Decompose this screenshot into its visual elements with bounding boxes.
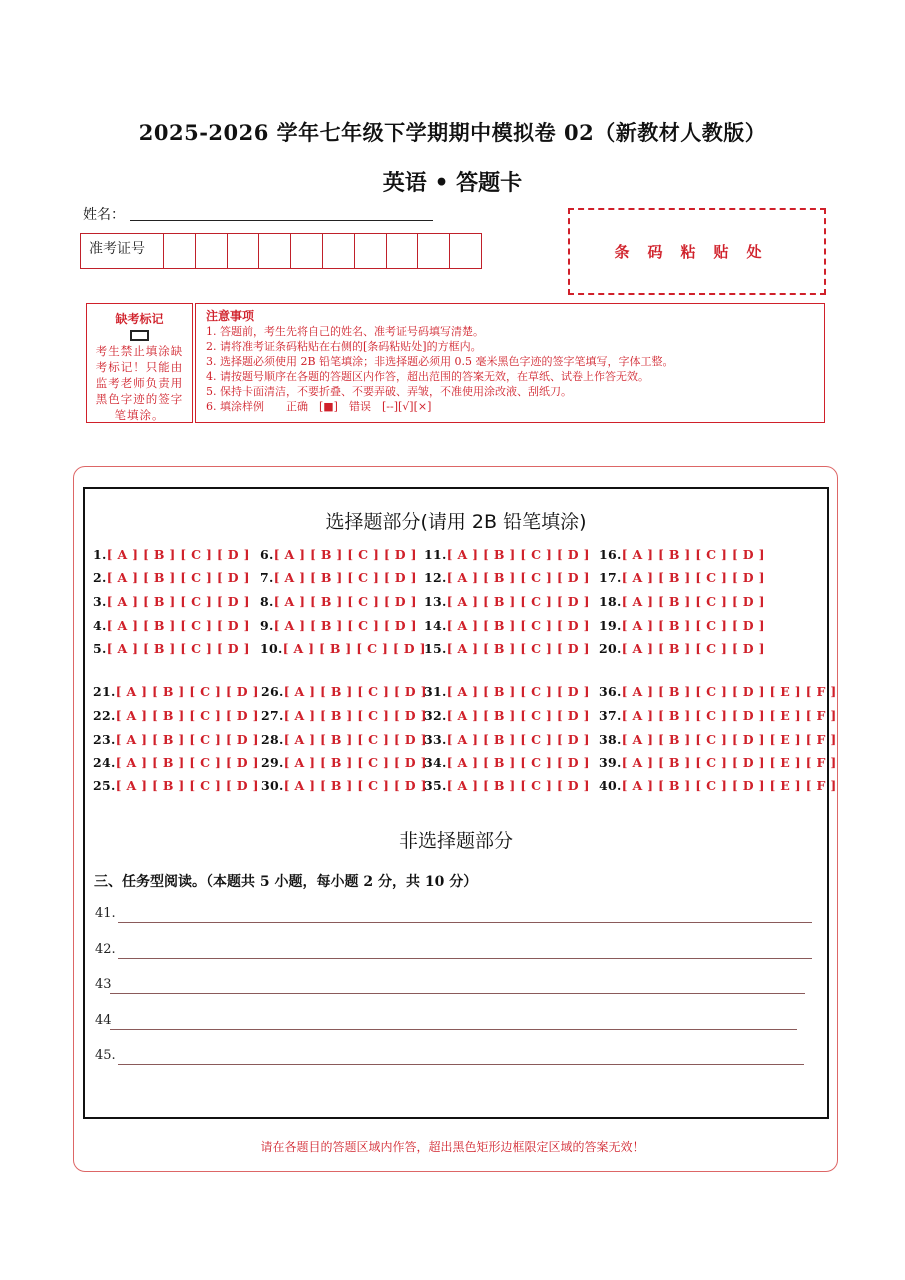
- answer-number: 43: [95, 977, 112, 992]
- choice-question: [599, 684, 837, 699]
- question-number: 32.: [424, 708, 447, 723]
- ticket-digit-cell[interactable]: [323, 234, 355, 268]
- answer-line[interactable]: [110, 1029, 797, 1030]
- notice-line: 1. 答题前，考生先将自己的姓名、准考证号码填写清楚。: [206, 325, 484, 338]
- name-label: 姓名：: [83, 207, 125, 223]
- answer-options[interactable]: [ A ] [ B ] [ C ] [ D ]: [283, 755, 427, 770]
- choice-question: [261, 708, 427, 723]
- question-number: 36.: [599, 684, 622, 699]
- choice-question: [424, 547, 590, 562]
- answer-options[interactable]: [ A ] [ B ] [ C ] [ D ]: [106, 618, 250, 633]
- absent-mark-box: [86, 303, 193, 423]
- notice-line: 2. 请将准考证条码粘贴在右侧的[条码粘贴处]的方框内。: [206, 340, 482, 353]
- answer-options[interactable]: [ A ] [ B ] [ C ] [ D ]: [446, 547, 590, 562]
- answer-number: 45.: [95, 1048, 116, 1063]
- answer-number: 41.: [95, 906, 116, 921]
- choice-question: [261, 778, 427, 793]
- choice-question: [93, 570, 250, 585]
- question-number: 19.: [599, 618, 622, 633]
- question-number: 7.: [260, 570, 274, 585]
- choice-question: [424, 778, 590, 793]
- choice-question: [599, 708, 837, 723]
- question-number: 10.: [260, 641, 283, 656]
- question-number: 14.: [424, 618, 447, 633]
- choice-question: [93, 778, 259, 793]
- choice-question: [93, 755, 259, 770]
- answer-options[interactable]: [ A ] [ B ] [ C ] [ D ] [ E ] [ F ]: [621, 708, 837, 723]
- ticket-number-grid: [80, 233, 482, 269]
- answer-options[interactable]: [ A ] [ B ] [ C ] [ D ]: [106, 594, 250, 609]
- barcode-area: 条码粘贴处: [568, 208, 826, 295]
- answer-options[interactable]: [ A ] [ B ] [ C ] [ D ]: [446, 570, 590, 585]
- question-number: 6.: [260, 547, 274, 562]
- choice-question: [599, 641, 765, 656]
- answer-options[interactable]: [ A ] [ B ] [ C ] [ D ]: [283, 778, 427, 793]
- question-number: 38.: [599, 732, 622, 747]
- choice-question: [599, 618, 765, 633]
- answer-options[interactable]: [ A ] [ B ] [ C ] [ D ]: [446, 594, 590, 609]
- nonchoice-section-title: 非选择题部分: [398, 830, 513, 852]
- answer-number: 44: [95, 1013, 112, 1028]
- question-number: 35.: [424, 778, 447, 793]
- choice-question: [424, 732, 590, 747]
- answer-options[interactable]: [ A ] [ B ] [ C ] [ D ]: [273, 547, 417, 562]
- question-number: 30.: [261, 778, 284, 793]
- notice-line: 6. 填涂样例 正确 [■] 错误 [--][√][×]: [206, 400, 432, 413]
- choice-question: [424, 641, 590, 656]
- ticket-digit-cell[interactable]: [259, 234, 291, 268]
- answer-options[interactable]: [ A ] [ B ] [ C ] [ D ] [ E ] [ F ]: [621, 755, 837, 770]
- choice-question: [599, 778, 837, 793]
- absent-text: 考生禁止填涂缺考标记！只能由监考老师负责用黑色字迹的签字笔填涂。: [95, 344, 184, 422]
- question-number: 37.: [599, 708, 622, 723]
- page-title: 2025-2026 学年七年级下学期期中模拟卷 02（新教材人教版）: [138, 120, 767, 145]
- answer-line[interactable]: [110, 993, 805, 994]
- answer-options[interactable]: [ A ] [ B ] [ C ] [ D ]: [106, 641, 250, 656]
- answer-options[interactable]: [ A ] [ B ] [ C ] [ D ] [ E ] [ F ]: [621, 778, 837, 793]
- question-number: 27.: [261, 708, 284, 723]
- question-number: 11.: [424, 547, 447, 562]
- answer-options[interactable]: [ A ] [ B ] [ C ] [ D ]: [115, 708, 259, 723]
- choice-question: [93, 708, 259, 723]
- choice-question: [424, 755, 590, 770]
- ticket-digit-cell[interactable]: [418, 234, 450, 268]
- question-number: 4.: [93, 618, 107, 633]
- choice-question: [93, 732, 259, 747]
- answer-options[interactable]: [ A ] [ B ] [ C ] [ D ]: [621, 570, 765, 585]
- notice-line: 5. 保持卡面清洁，不要折叠、不要弄破、弄皱，不准使用涂改液、刮纸刀。: [206, 385, 572, 398]
- answer-options[interactable]: [ A ] [ B ] [ C ] [ D ]: [115, 684, 259, 699]
- question-number: 8.: [260, 594, 274, 609]
- choice-question: [93, 547, 250, 562]
- choice-question: [599, 755, 837, 770]
- choice-question: [424, 684, 590, 699]
- question-number: 25.: [93, 778, 116, 793]
- choice-question: [424, 570, 590, 585]
- question-number: 12.: [424, 570, 447, 585]
- choice-section-title: 选择题部分(请用 2B 铅笔填涂): [325, 511, 587, 533]
- notice-line: 3. 选择题必须使用 2B 铅笔填涂；非选择题必须用 0.5 毫米黑色字迹的签字笔填写，字体工整。: [206, 355, 674, 368]
- choice-question: [260, 641, 426, 656]
- notice-heading: 注意事项: [206, 309, 255, 323]
- answer-options[interactable]: [ A ] [ B ] [ C ] [ D ]: [115, 732, 259, 747]
- absent-mark-checkbox[interactable]: [130, 330, 149, 341]
- ticket-digit-cell[interactable]: [291, 234, 323, 268]
- question-number: 31.: [424, 684, 447, 699]
- answer-options[interactable]: [ A ] [ B ] [ C ] [ D ]: [446, 778, 590, 793]
- ticket-digit-cell[interactable]: [450, 234, 481, 268]
- question-number: 1.: [93, 547, 107, 562]
- choice-question: [599, 732, 837, 747]
- answer-options[interactable]: [ A ] [ B ] [ C ] [ D ]: [115, 778, 259, 793]
- question-number: 17.: [599, 570, 622, 585]
- notice-line: 4. 请按题号顺序在各题的答题区内作答，超出范围的答案无效，在草纸、试卷上作答无效。: [206, 370, 649, 383]
- question-number: 22.: [93, 708, 116, 723]
- question-number: 28.: [261, 732, 284, 747]
- answer-options[interactable]: [ A ] [ B ] [ C ] [ D ]: [621, 547, 765, 562]
- ticket-digit-cell[interactable]: [196, 234, 228, 268]
- absent-heading: 缺考标记: [115, 312, 164, 326]
- question-number: 20.: [599, 641, 622, 656]
- question-number: 34.: [424, 755, 447, 770]
- answer-line[interactable]: [118, 922, 812, 923]
- answer-options[interactable]: [ A ] [ B ] [ C ] [ D ]: [446, 641, 590, 656]
- choice-question: [93, 684, 259, 699]
- answer-options[interactable]: [ A ] [ B ] [ C ] [ D ]: [273, 594, 417, 609]
- choice-question: [260, 570, 417, 585]
- question-number: 15.: [424, 641, 447, 656]
- answer-options[interactable]: [ A ] [ B ] [ C ] [ D ]: [621, 641, 765, 656]
- ticket-digit-cell[interactable]: [355, 234, 387, 268]
- choice-question: [424, 618, 590, 633]
- question-number: 39.: [599, 755, 622, 770]
- question-number: 13.: [424, 594, 447, 609]
- question-number: 24.: [93, 755, 116, 770]
- question-number: 9.: [260, 618, 274, 633]
- page-subtitle: 英语 • 答题卡: [382, 170, 523, 196]
- answer-number: 42.: [95, 942, 116, 957]
- question-number: 23.: [93, 732, 116, 747]
- answer-options[interactable]: [ A ] [ B ] [ C ] [ D ]: [621, 618, 765, 633]
- answer-options[interactable]: [ A ] [ B ] [ C ] [ D ]: [106, 570, 250, 585]
- name-field[interactable]: [130, 220, 433, 221]
- choice-question: [93, 641, 250, 656]
- answer-options[interactable]: [ A ] [ B ] [ C ] [ D ]: [273, 570, 417, 585]
- question-number: 29.: [261, 755, 284, 770]
- choice-question: [599, 570, 765, 585]
- choice-question: [93, 594, 250, 609]
- answer-line[interactable]: [118, 1064, 804, 1065]
- choice-question: [261, 684, 427, 699]
- question-number: 18.: [599, 594, 622, 609]
- choice-question: [260, 547, 417, 562]
- answer-options[interactable]: [ A ] [ B ] [ C ] [ D ]: [115, 755, 259, 770]
- task-reading-heading: 三、任务型阅读。（本题共 5 小题，每小题 2 分，共 10 分）: [94, 874, 478, 890]
- ticket-digit-cell[interactable]: [387, 234, 419, 268]
- choice-question: [261, 755, 427, 770]
- ticket-digit-cell[interactable]: [164, 234, 196, 268]
- question-number: 16.: [599, 547, 622, 562]
- question-number: 5.: [93, 641, 107, 656]
- ticket-number-label: 准考证号: [81, 234, 164, 268]
- question-number: 40.: [599, 778, 622, 793]
- answer-options[interactable]: [ A ] [ B ] [ C ] [ D ]: [106, 547, 250, 562]
- answer-options[interactable]: [ A ] [ B ] [ C ] [ D ] [ E ] [ F ]: [621, 732, 837, 747]
- answer-options[interactable]: [ A ] [ B ] [ C ] [ D ]: [621, 594, 765, 609]
- choice-question: [261, 732, 427, 747]
- answer-options[interactable]: [ A ] [ B ] [ C ] [ D ]: [446, 708, 590, 723]
- question-number: 3.: [93, 594, 107, 609]
- choice-question: [260, 618, 417, 633]
- answer-options[interactable]: [ A ] [ B ] [ C ] [ D ]: [283, 684, 427, 699]
- answer-options[interactable]: [ A ] [ B ] [ C ] [ D ]: [446, 618, 590, 633]
- footer-warning: 请在各题目的答题区域内作答，超出黑色矩形边框限定区域的答案无效！: [260, 1140, 645, 1154]
- answer-options[interactable]: [ A ] [ B ] [ C ] [ D ]: [446, 732, 590, 747]
- answer-options[interactable]: [ A ] [ B ] [ C ] [ D ]: [283, 708, 427, 723]
- choice-question: [599, 594, 765, 609]
- answer-options[interactable]: [ A ] [ B ] [ C ] [ D ]: [282, 641, 426, 656]
- question-number: 33.: [424, 732, 447, 747]
- choice-question: [260, 594, 417, 609]
- answer-line[interactable]: [118, 958, 812, 959]
- answer-options[interactable]: [ A ] [ B ] [ C ] [ D ]: [283, 732, 427, 747]
- choice-question: [93, 618, 250, 633]
- answer-options[interactable]: [ A ] [ B ] [ C ] [ D ]: [446, 684, 590, 699]
- question-number: 2.: [93, 570, 107, 585]
- notice-box: [195, 303, 825, 423]
- answer-options[interactable]: [ A ] [ B ] [ C ] [ D ] [ E ] [ F ]: [621, 684, 837, 699]
- question-number: 26.: [261, 684, 284, 699]
- question-number: 21.: [93, 684, 116, 699]
- answer-options[interactable]: [ A ] [ B ] [ C ] [ D ]: [273, 618, 417, 633]
- choice-question: [599, 547, 765, 562]
- answer-options[interactable]: [ A ] [ B ] [ C ] [ D ]: [446, 755, 590, 770]
- choice-question: [424, 594, 590, 609]
- choice-question: [424, 708, 590, 723]
- ticket-digit-cell[interactable]: [228, 234, 260, 268]
